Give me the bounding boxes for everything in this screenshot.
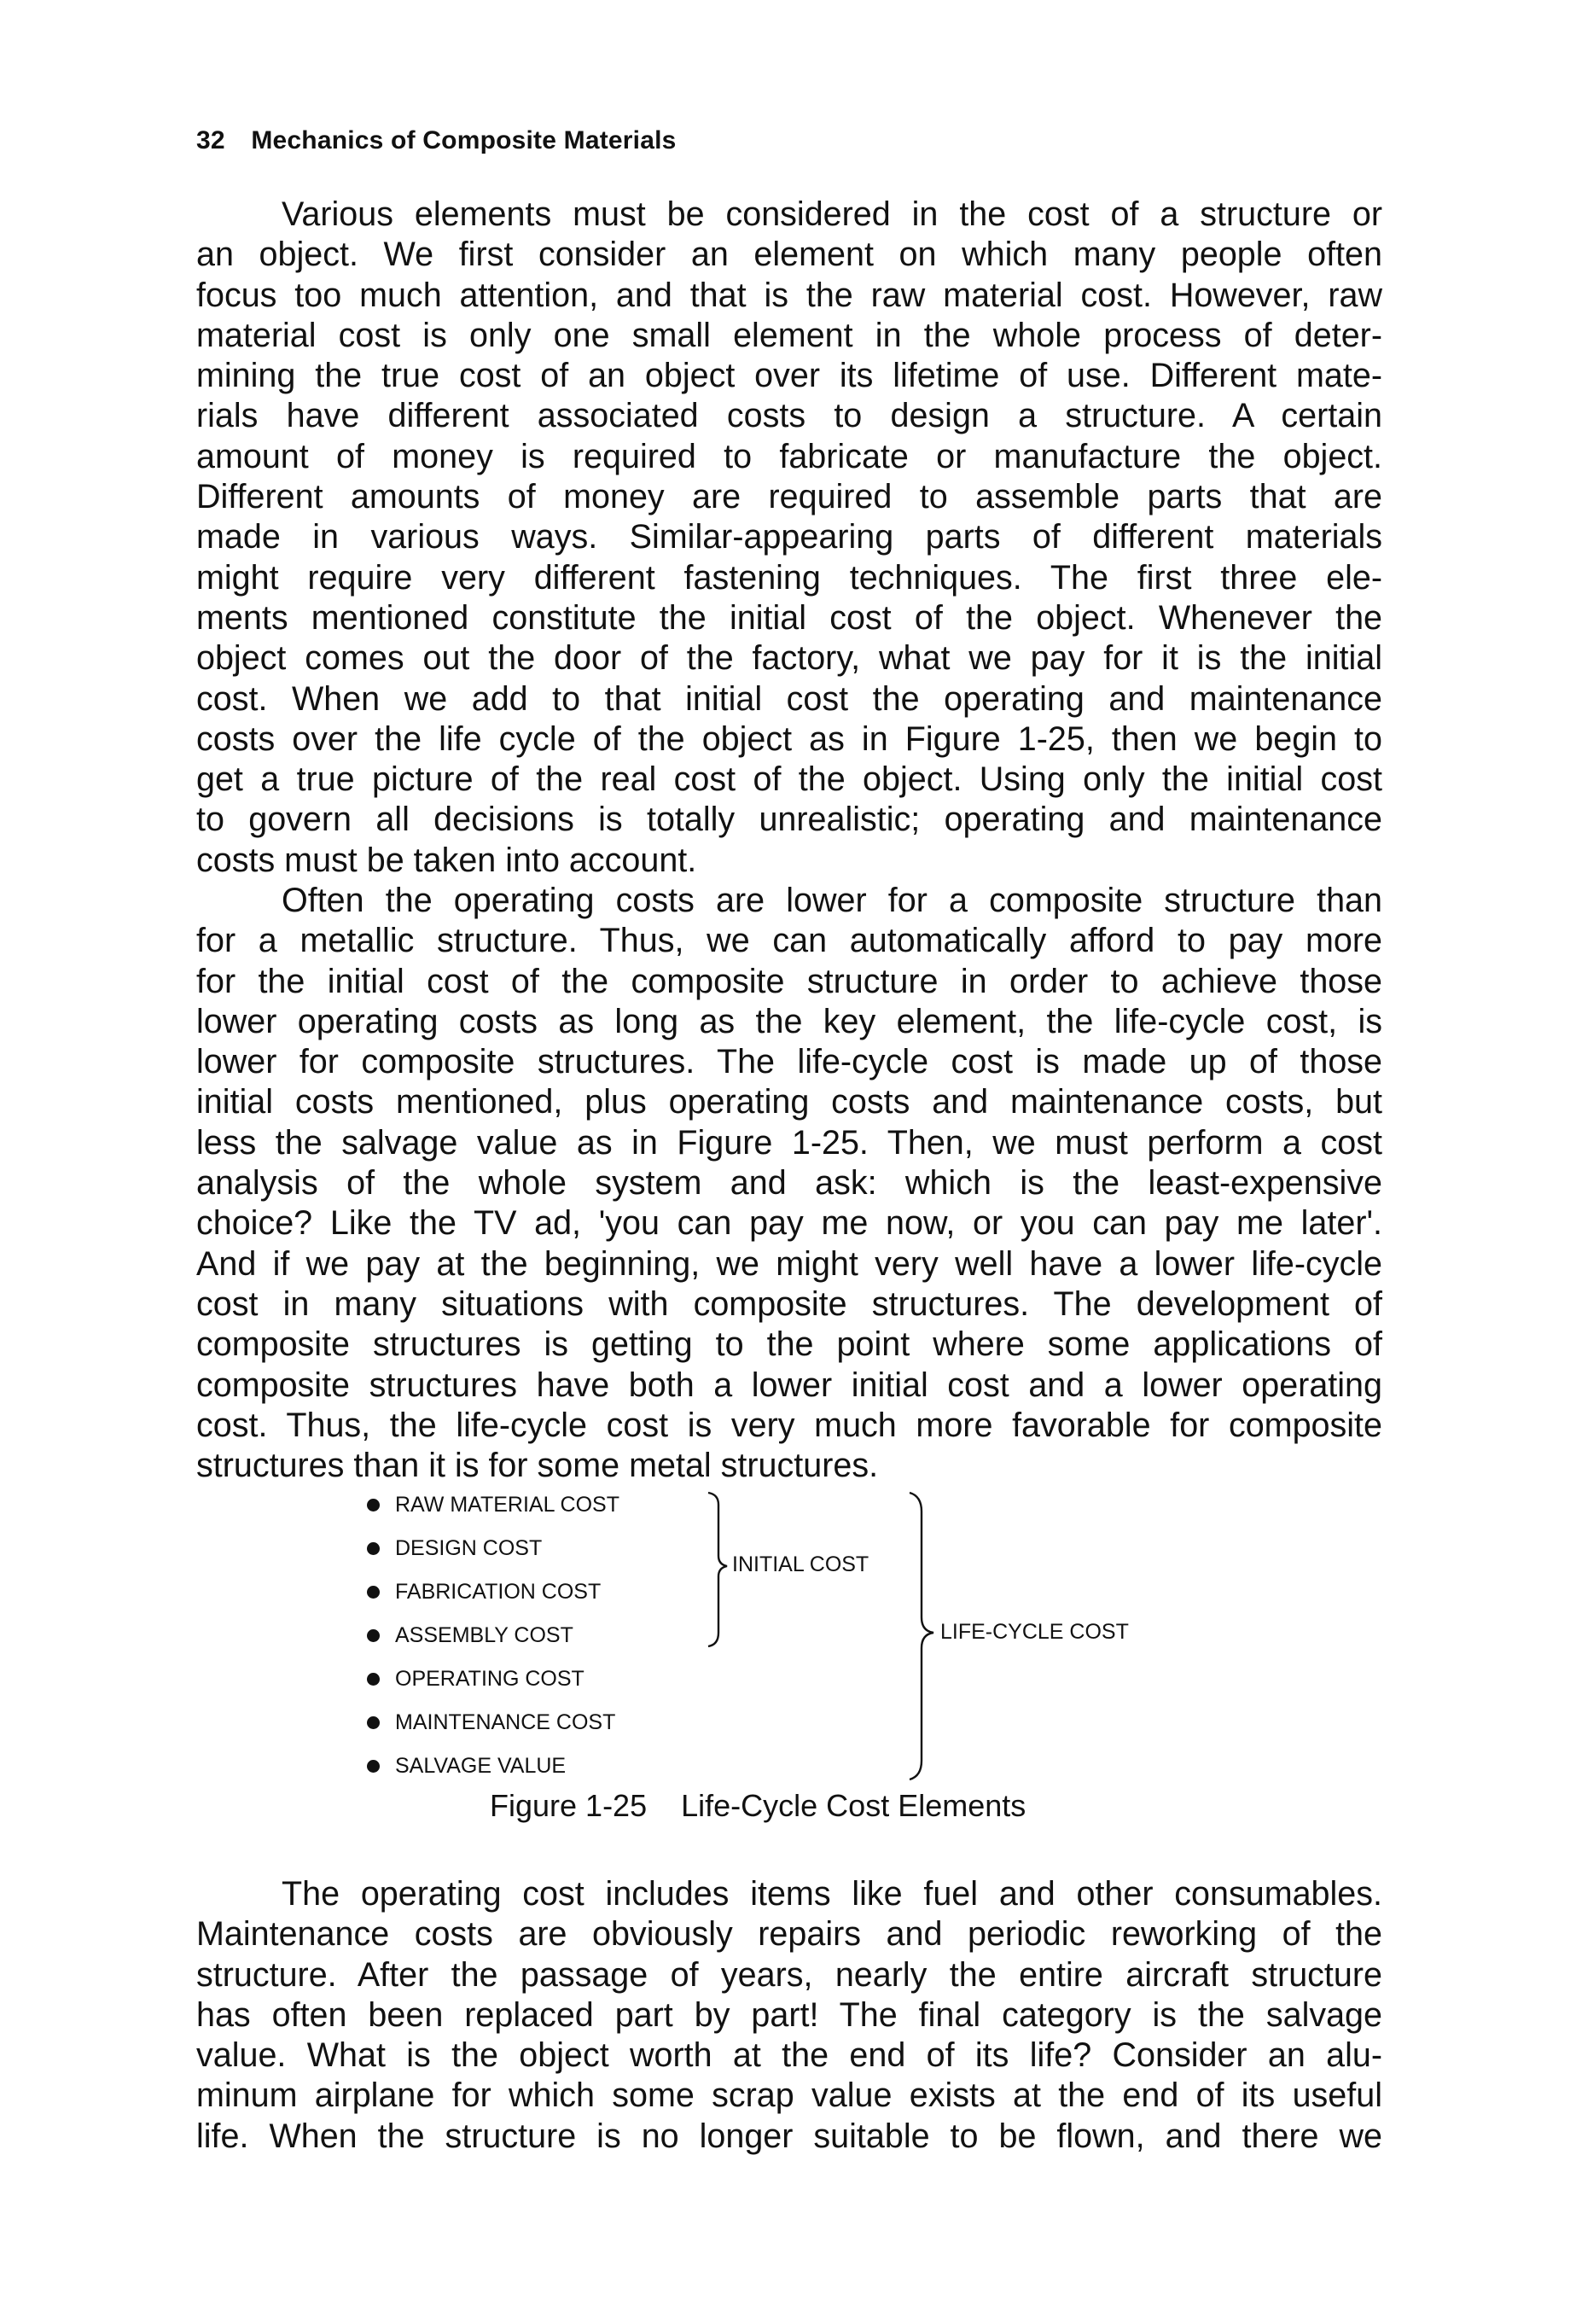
text-line: costs must be taken into account. [196,841,697,879]
text-line: rials have different associated costs to design a structure. A certain [196,397,1382,435]
cost-item-label: FABRICATION COST [395,1579,602,1604]
text-line: Often the operating costs are lower for a composite structure than [282,882,1382,919]
text-line: cost. When we add to that initial cost the operating and maintenance [196,679,1382,718]
text-line: The operating cost includes items like fuel and other consumables. [282,1875,1382,1913]
text-line: material cost is only one small element in the whole process of deter- [196,316,1382,354]
text-line: life. When the structure is no longer suitable to be flown, and there we [196,2117,1382,2155]
cost-item-label: MAINTENANCE COST [395,1710,616,1734]
text-line: made in various ways. Similar-appearing parts of different materials [196,518,1382,556]
text-line: has often been replaced part by part! The final category is the salvage [196,1995,1382,2034]
life-cycle-brace-icon [910,1493,933,1779]
cost-item-label: ASSEMBLY COST [395,1622,573,1647]
text-line: choice? Like the TV ad, 'you can pay me now, or you can pay me later'. [196,1204,1382,1243]
initial-cost-label: INITIAL COST [732,1552,869,1576]
text-line: Various elements must be considered in the cost of a structure or [282,195,1382,233]
text-line: get a true picture of the real cost of the object. Using only the initial cost [196,760,1382,799]
text-line: lower for composite structures. The life-cycle cost is made up of those [196,1043,1382,1081]
text-line: amount of money is required to fabricate or manufacture the object. [196,437,1382,475]
text-line: initial costs mentioned, plus operating costs and maintenance costs, but [196,1083,1382,1121]
initial-cost-brace-icon [708,1493,727,1646]
text-line: mining the true cost of an object over its lifetime of use. Different mate- [196,357,1382,395]
figure-caption [490,1788,1026,1824]
text-line: to govern all decisions is totally unrealistic; operating and maintenance [196,801,1382,839]
life-cycle-cost-label: LIFE-CYCLE COST [940,1620,1129,1644]
figure-number: Figure 1-25 [490,1788,648,1823]
text-line: cost. Thus, the life-cycle cost is very much more favorable for composite [196,1406,1382,1444]
text-line: composite structures have both a lower initial cost and a lower operating [196,1366,1382,1404]
text-line: for the initial cost of the composite structure in order to achieve those [196,962,1382,1000]
text-line: Different amounts of money are required to assemble parts that are [196,478,1382,516]
page-number: 32 [196,126,225,154]
text-line: analysis of the whole system and ask: which is the least-expensive [196,1164,1382,1203]
book-title: Mechanics of Composite Materials [251,126,677,154]
life-cycle-cost-diagram [367,1489,1220,1784]
text-line: And if we pay at the beginning, we might very well have a lower life-cycle [196,1244,1382,1283]
text-line: for a metallic structure. Thus, we can automatically afford to pay more [196,922,1382,960]
text-line: ments mentioned constitute the initial cost of the object. Whenever the [196,598,1382,637]
text-line: less the salvage value as in Figure 1-25. Then, we must perform a cost [196,1123,1382,1162]
text-line: an object. We first consider an element on which many people often [196,236,1382,274]
paragraph-1 [196,195,1382,881]
text-line: lower operating costs as long as the key element, the life-cycle cost, is [196,1002,1382,1040]
text-line: object comes out the door of the factory, what we pay for it is the initial [196,639,1382,678]
text-line: might require very different fastening techniques. The first three ele- [196,558,1382,597]
figure-title: Life-Cycle Cost Elements [681,1788,1026,1823]
text-line: cost in many situations with composite structures. The development of [196,1284,1382,1323]
cost-item-label: RAW MATERIAL COST [395,1492,619,1517]
text-line: Maintenance costs are obviously repairs and periodic reworking of the [196,1915,1382,1954]
paragraph-2 [196,881,1382,1486]
text-line: value. What is the object worth at the end of its life? Consider an alu- [196,2036,1382,2075]
cost-item-label: SALVAGE VALUE [395,1753,567,1778]
paragraph-3 [196,1874,1382,2157]
text-line: composite structures is getting to the point where some applications of [196,1325,1382,1364]
text-line: costs over the life cycle of the object as in Figure 1-25, then we begin to [196,719,1382,758]
cost-item-label: DESIGN COST [395,1535,543,1560]
text-line: structures than it is for some metal structures. [196,1447,879,1485]
text-line: structure. After the passage of years, nearly the entire aircraft structure [196,1955,1382,1994]
text-line: focus too much attention, and that is the raw material cost. However, raw [196,276,1382,314]
text-line: minum airplane for which some scrap value exists at the end of its useful [196,2076,1382,2115]
running-head [196,126,677,155]
cost-item-label: OPERATING COST [395,1666,584,1691]
